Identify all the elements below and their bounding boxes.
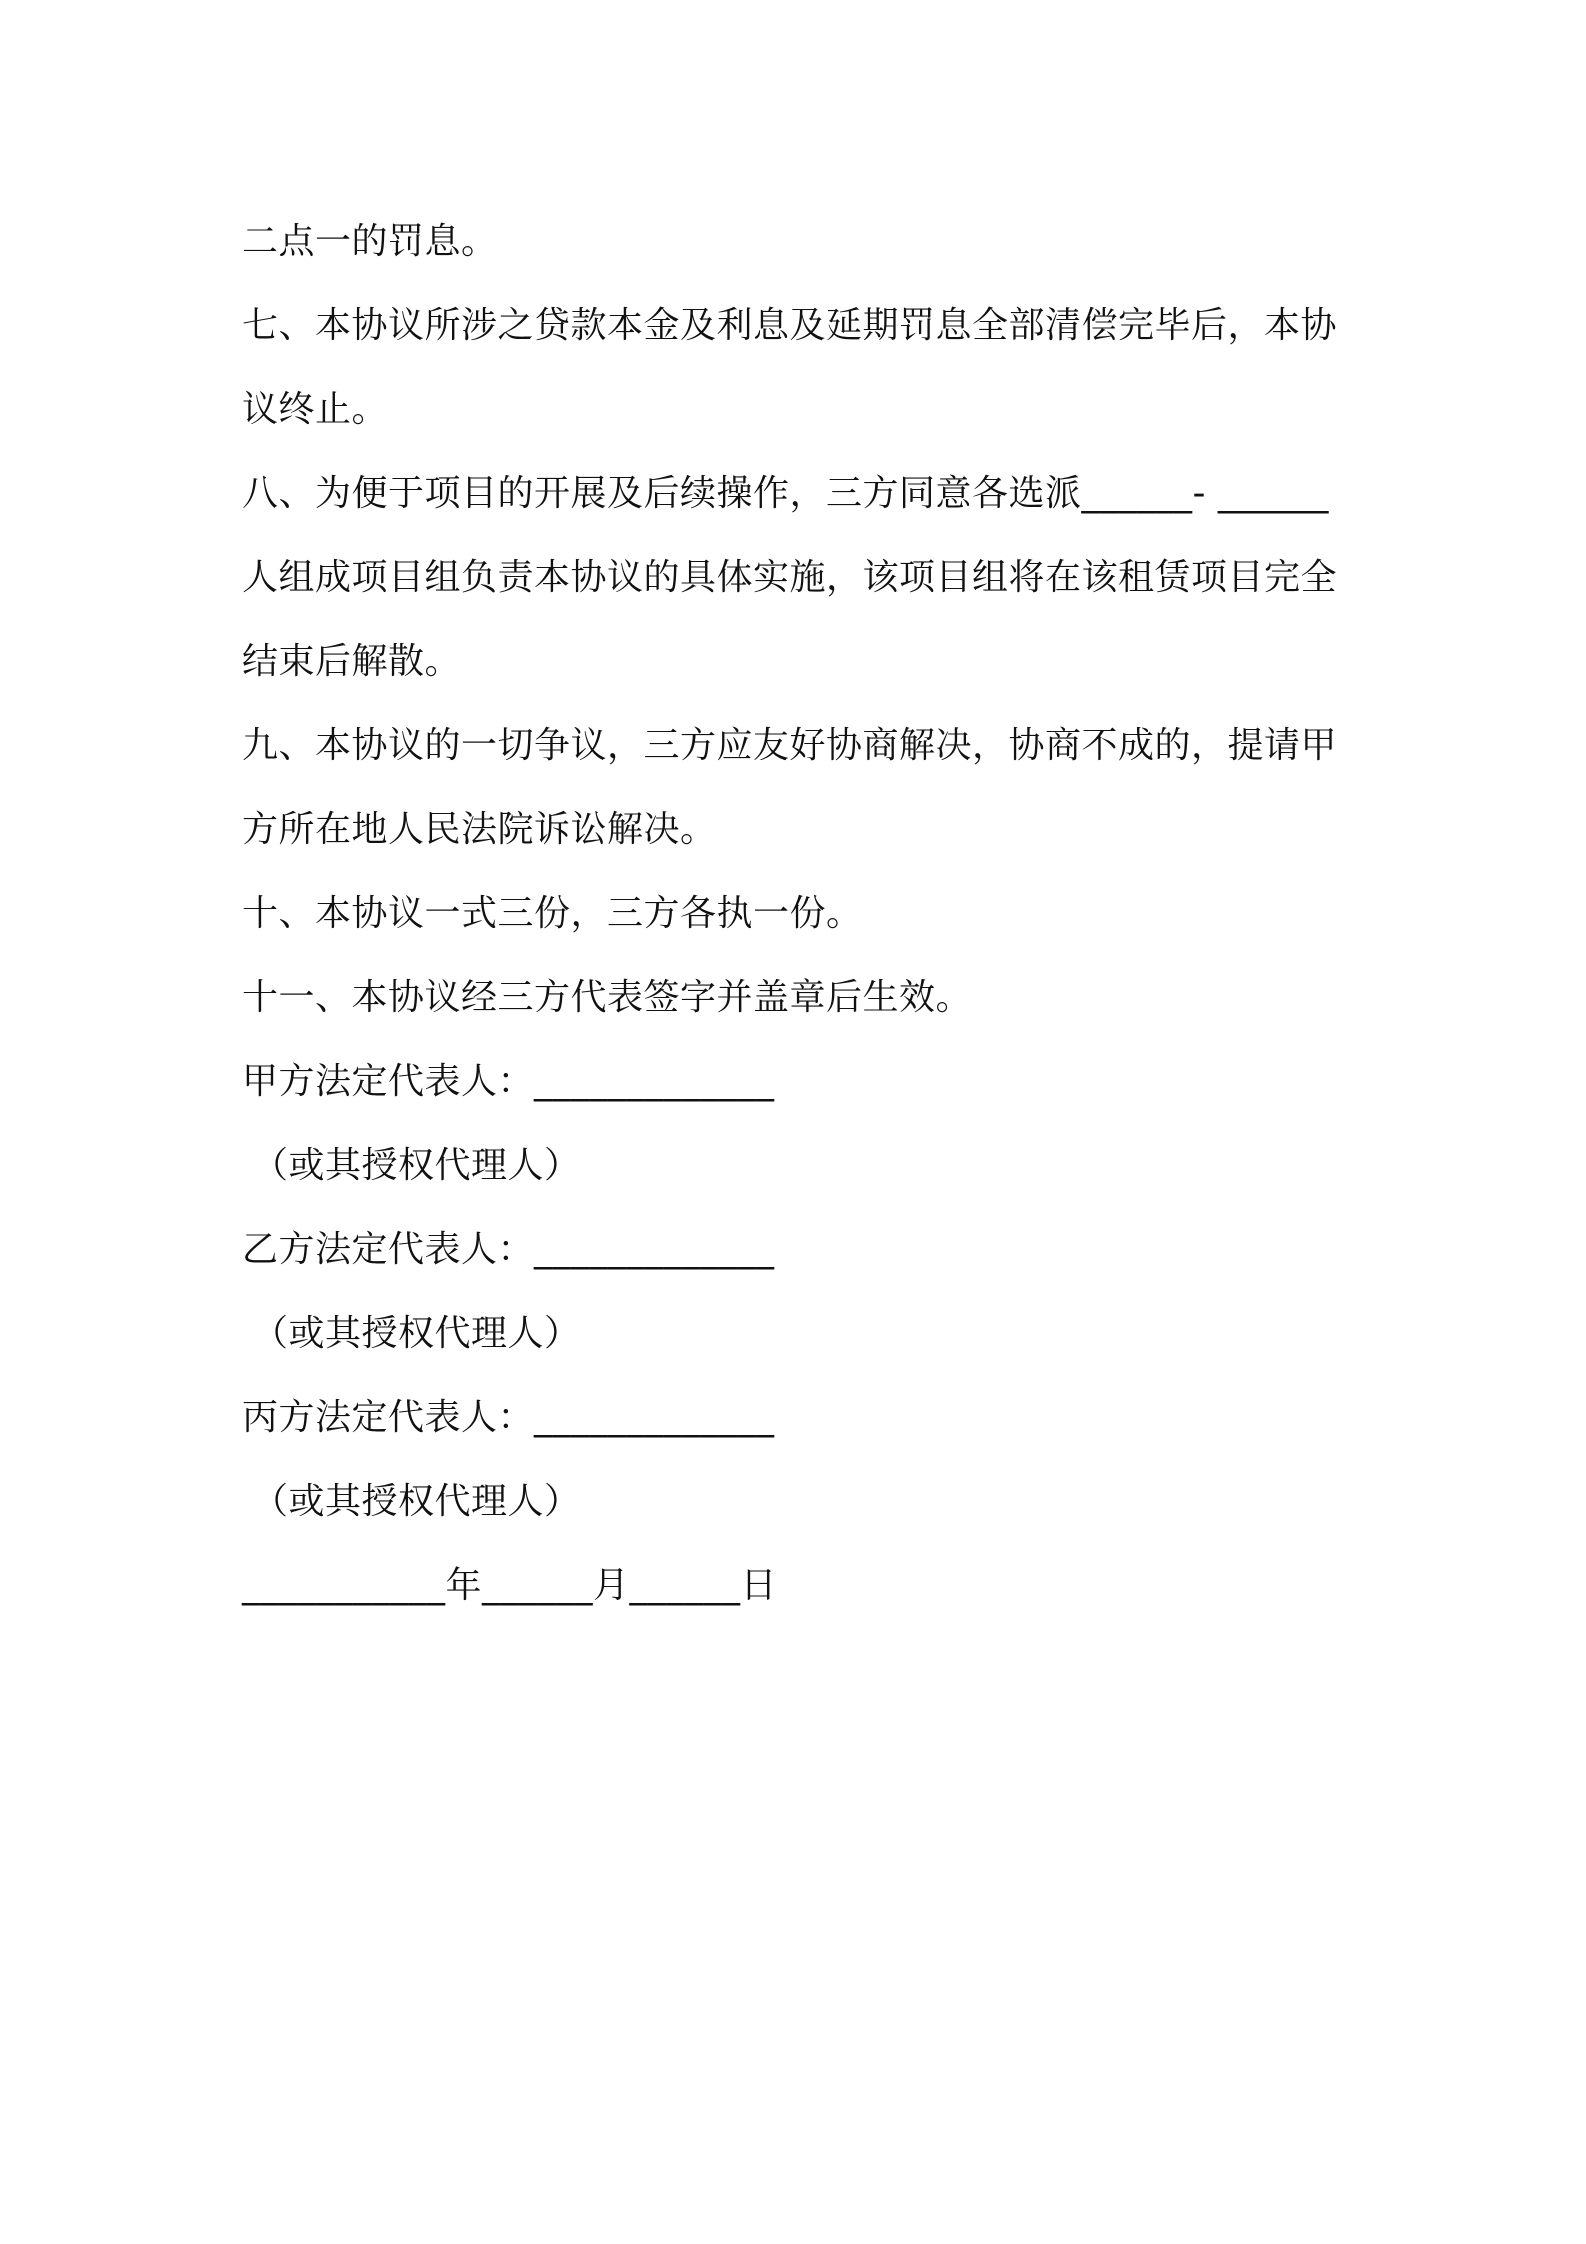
clause-8-line-3: 结束后解散。 [242, 641, 462, 682]
clause-11: 十一、本协议经三方代表签字并盖章后生效。 [242, 977, 973, 1018]
party-c-signature-line: 丙方法定代表人：_____________ [242, 1397, 775, 1438]
party-b-agent-note: （或其授权代理人） [252, 1313, 581, 1354]
party-c-agent-note: （或其授权代理人） [252, 1481, 581, 1522]
clause-7-line-1: 七、本协议所涉之贷款本金及利息及延期罚息全部清偿完毕后，本协 [242, 305, 1338, 346]
clause-8-line-1: 八、为便于项目的开展及后续操作，三方同意各选派______- ______ [242, 473, 1329, 514]
clause-9-line-2: 方所在地人民法院诉讼解决。 [242, 809, 717, 850]
clause-7-line-2: 议终止。 [242, 389, 389, 430]
document-body [242, 200, 1362, 1628]
clause-9-line-1: 九、本协议的一切争议，三方应友好协商解决，协商不成的，提请甲 [242, 725, 1338, 766]
clause-10: 十、本协议一式三份，三方各执一份。 [242, 893, 863, 934]
clause-8-line-2: 人组成项目组负责本协议的具体实施，该项目组将在该租赁项目完全 [242, 557, 1338, 598]
party-a-signature-line: 甲方法定代表人：_____________ [242, 1061, 775, 1102]
party-a-agent-note: （或其授权代理人） [252, 1145, 581, 1186]
party-b-signature-line: 乙方法定代表人：_____________ [242, 1229, 775, 1270]
clause-6-continuation: 二点一的罚息。 [242, 221, 498, 262]
date-line: ___________年______月______日 [242, 1565, 777, 1606]
